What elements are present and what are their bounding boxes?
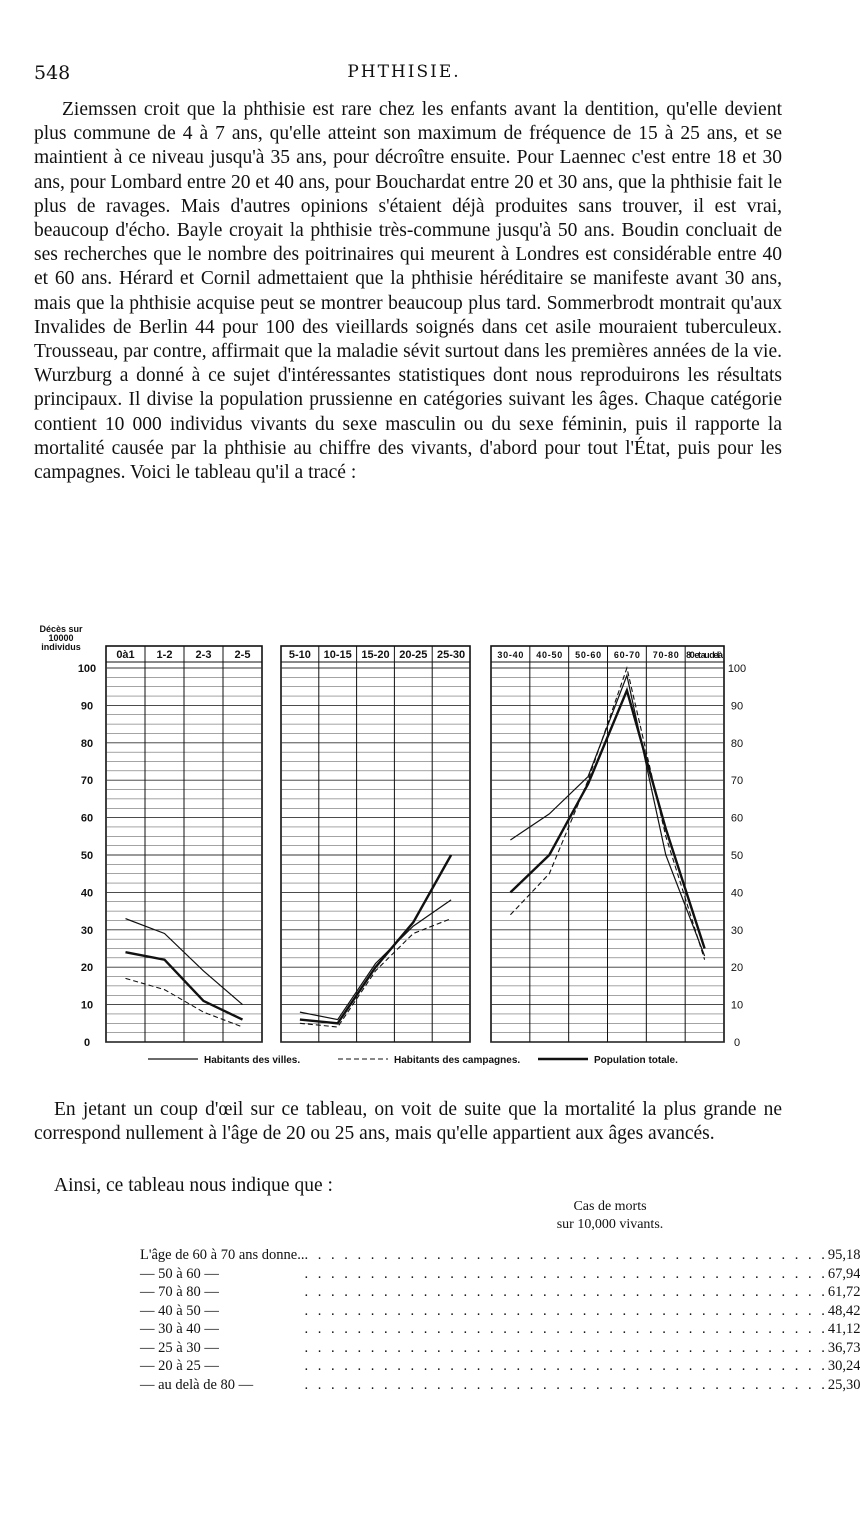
x-tick-label: 60-70 (613, 650, 640, 660)
x-tick-label: 5-10 (288, 649, 311, 661)
x-tick-label: 20-25 (399, 649, 428, 661)
x-tick-label: 15-20 (361, 649, 390, 661)
table-row (140, 1283, 860, 1302)
dot-leader: . . . . . . . . . . . . . . . . . . . . . . . . . . . . . . . . . . . . . . . . (304, 1358, 828, 1375)
y-tick-label-left: 0 (83, 1037, 91, 1049)
row-label: — 25 à 30 — (140, 1339, 219, 1356)
row-label: — 20 à 25 — (140, 1358, 219, 1375)
y-tick-label-right: 80 (730, 737, 744, 750)
x-tick-label: 40-50 (536, 650, 563, 660)
page-number: 548 (34, 62, 71, 84)
x-tick-label: 2-3 (195, 649, 212, 661)
y-tick-label-left: 20 (80, 962, 94, 975)
y-tick-label-right: 40 (730, 887, 744, 900)
row-label: — 70 à 80 — (140, 1284, 219, 1301)
x-tick-label: 80 et au delà (686, 650, 723, 660)
row-label: — 30 à 40 — (140, 1321, 219, 1338)
row-value: 48,42 (827, 1302, 860, 1319)
row-value: 95,18 (827, 1247, 860, 1264)
y-tick-label-left: 10 (80, 999, 94, 1012)
y-tick-label-left: 100 (77, 663, 97, 675)
y-tick-label-right: 10 (730, 999, 744, 1012)
table-intro-paragraph: Ainsi, ce tableau nous indique que : (54, 1175, 333, 1196)
table-header-line-1: Cas de morts (573, 1199, 647, 1214)
y-tick-label-right: 60 (730, 812, 744, 825)
legend-label: Habitants des campagnes. (394, 1055, 521, 1066)
table-row (140, 1320, 860, 1339)
y-tick-label-right: 70 (730, 775, 744, 788)
running-head: PHTHISIE. (347, 62, 461, 82)
table-header-line-2: sur 10,000 vivants. (556, 1217, 664, 1232)
x-tick-label: 50-60 (575, 650, 602, 660)
y-tick-label-right: 50 (730, 850, 744, 862)
y-tick-label-right: 100 (727, 663, 747, 675)
table-row (140, 1376, 860, 1395)
y-axis-label: 10000 (48, 633, 74, 643)
mortality-chart (40, 622, 760, 1072)
row-value: 25,30 (827, 1376, 860, 1393)
y-tick-label-left: 30 (80, 924, 94, 937)
y-tick-label-left: 60 (80, 812, 94, 825)
dot-leader: . . . . . . . . . . . . . . . . . . . . . . . . . . . . . . . . . . . . . . . . (304, 1265, 828, 1282)
dot-leader: . . . . . . . . . . . . . . . . . . . . . . . . . . . . . . . . . . . . . . . . (304, 1302, 828, 1319)
x-tick-label: 10-15 (323, 649, 352, 661)
table-row (140, 1246, 860, 1265)
row-value: 67,94 (827, 1265, 860, 1282)
y-tick-label-right: 0 (733, 1037, 741, 1049)
intro-paragraph: Ziemssen croit que la phthisie est rare chez les enfants avant la dentition, qu'elle devient plus commune de 4 à 7 ans, qu'elle atteint son maximum de fréquence de 15 à 25 ans, et se maintient à ce niveau jusqu'à 35 ans, pour décroître ensuite. Pour Laennec c'est entre 18 et 30 ans, pour Lombard entre 20 et 40 ans, pour Bouchardat entre 20 et 30 ans, que la phthisie fait le plus de ravages. Mais d'autres opinions s'étaient déjà produites sans trouver, il est vrai, beaucoup d'écho. Bayle croyait la phthisie très-commune jusqu'à 50 ans. Boudin concluait de ses recherches que le nombre des poitrinaires qui meurent à Londres est considérable entre 40 et 60 ans. Hérard et Cornil admettaient que la phthisie héréditaire se manifeste avant 30 ans, mais que la phthisie acquise peut se montrer beaucoup plus tard. Sommerbrodt montrait qu'aux Invalides de Berlin 44 pour 100 des vieillards soignés dans cet asile mouraient tuberculeux. Trousseau, par contre, affirmait que la maladie sévit surtout dans les premières années de la vie. Wurzburg a donné à ce sujet d'intéressantes statistiques dont nous reproduirons les résultats principaux. Il divise la population prussienne en catégories suivant les âges. Chaque catégorie contient 10 000 individus vivants du sexe masculin ou du sexe féminin, puis il rapporte la mortalité causée par la phthisie au chiffre des vivants, d'abord pour tout l'État, puis pour les campagnes. Voici le tableau qu'il a tracé : (34, 99, 782, 484)
x-tick-label: 30-40 (497, 650, 524, 660)
y-tick-label-left: 80 (80, 737, 94, 750)
y-axis-label: individus (41, 642, 81, 652)
row-label: L'âge de 60 à 70 ans donne.. (140, 1247, 305, 1264)
y-tick-label-right: 90 (730, 700, 744, 713)
row-value: 36,73 (827, 1339, 860, 1356)
dot-leader: . . . . . . . . . . . . . . . . . . . . . . . . . . . . . . . . . . . . . . . . (304, 1284, 828, 1301)
row-value: 61,72 (827, 1284, 860, 1301)
row-label: — 50 à 60 — (140, 1265, 219, 1282)
row-label: — au delà de 80 — (140, 1376, 254, 1393)
table-row (140, 1302, 860, 1321)
x-tick-label: 25-30 (437, 649, 466, 661)
y-tick-label-left: 70 (80, 775, 94, 788)
series-line (300, 919, 451, 1027)
y-tick-label-left: 40 (80, 887, 94, 900)
dot-leader: . . . . . . . . . . . . . . . . . . . . . . . . . . . . . . . . . . . . . . . . (304, 1247, 828, 1264)
x-tick-label: 70-80 (652, 650, 679, 660)
legend-label: Habitants des villes. (204, 1055, 301, 1066)
mortality-table (140, 1246, 860, 1394)
dot-leader: . . . . . . . . . . . . . . . . . . . . . . . . . . . . . . . . . . . . . . . . (304, 1321, 828, 1338)
y-tick-label-right: 30 (730, 924, 744, 937)
dot-leader: . . . . . . . . . . . . . . . . . . . . . . . . . . . . . . . . . . . . . . . . (304, 1376, 828, 1393)
x-tick-label: 2-5 (234, 649, 251, 661)
y-tick-label-left: 50 (80, 850, 94, 862)
table-row (140, 1357, 860, 1376)
dot-leader: . . . . . . . . . . . . . . . . . . . . . . . . . . . . . . . . . . . . . . . . (304, 1339, 828, 1356)
table-header (520, 1198, 700, 1234)
table-row (140, 1339, 860, 1358)
y-axis-label: Décès sur (39, 624, 83, 634)
page-header (34, 62, 774, 88)
table-row (140, 1265, 860, 1284)
legend-label: Population totale. (594, 1055, 678, 1066)
y-tick-label-right: 20 (730, 962, 744, 975)
row-value: 41,12 (827, 1321, 860, 1338)
row-value: 30,24 (827, 1358, 860, 1375)
conclusion-paragraph: En jetant un coup d'œil sur ce tableau, on voit de suite que la mortalité la plus grande ne correspond nullement à l'âge de 20 ou 25 ans, mais qu'elle appartient aux âges avancés. (34, 1099, 782, 1145)
series-line (300, 900, 451, 1020)
x-tick-label: 0à1 (116, 649, 135, 661)
x-tick-label: 1-2 (156, 649, 173, 661)
y-tick-label-left: 90 (80, 700, 94, 713)
row-label: — 40 à 50 — (140, 1302, 219, 1319)
